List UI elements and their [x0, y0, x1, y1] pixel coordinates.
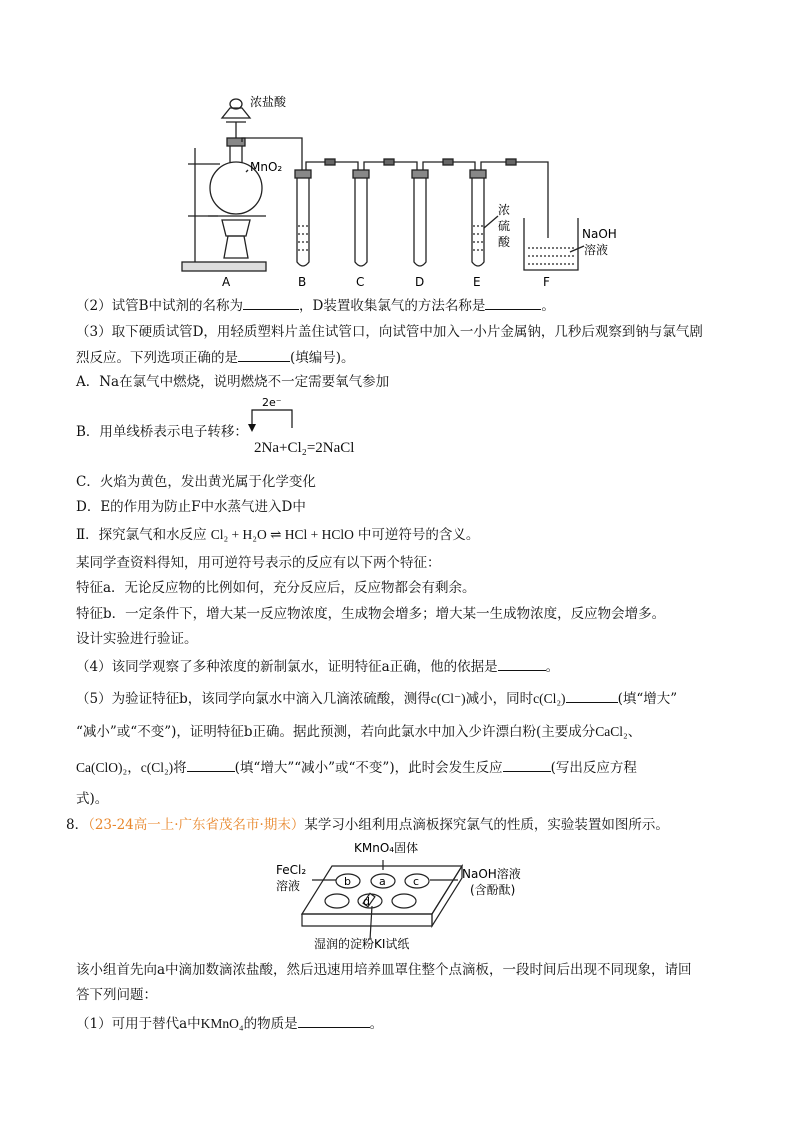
apparatus-figure: [170, 88, 640, 290]
fecl2-solution-label: 溶液: [276, 879, 301, 893]
conc-hcl-label: 浓盐酸: [250, 95, 287, 109]
q1-blank[interactable]: [298, 1013, 370, 1028]
label-b: B: [298, 275, 307, 289]
label-f: F: [543, 275, 550, 289]
q2-blank-1[interactable]: [243, 295, 299, 310]
paragraph-3a: 该小组首先向a中滴加数滴浓盐酸，然后迅速用培养皿罩住整个点滴板，一段时间后出现不同现象，请回: [76, 962, 692, 978]
spot-plate-figure: [262, 836, 562, 952]
q5-line-1: （5）为验证特征b，该同学向氯水中滴入几滴浓硫酸，测得c(Cl⁻)减小，同时c(Cl₂) (填“增大”: [76, 688, 677, 709]
label-a: A: [222, 275, 231, 289]
ki-paper-label: 湿润的淀粉KI试纸: [314, 937, 410, 951]
well-b: b: [344, 875, 351, 888]
q3-line-1: （3）取下硬质试管D，用轻质塑料片盖住试管口，向试管中加入一小片金属钠，几秒后观察到钠与氯气剧: [76, 324, 703, 340]
phenolphthalein-label: (含酚酞): [470, 883, 516, 897]
q5-blank-1[interactable]: [566, 688, 618, 703]
h2so4-label-1: 浓: [498, 203, 511, 217]
feature-a: 特征a．无论反应物的比例如何，充分反应后，反应物都会有剩余。: [76, 580, 476, 596]
fecl2-label: FeCl₂: [276, 863, 307, 877]
h2so4-label-2: 硫: [498, 219, 511, 233]
source-tag: （23-24高一上·广东省茂名市·期末）: [88, 817, 305, 833]
mno2-label: MnO₂: [250, 160, 283, 174]
q3-blank[interactable]: [238, 347, 290, 362]
naoh-solution-label: NaOH溶液: [462, 867, 521, 881]
electron-label: 2e⁻: [262, 398, 282, 409]
option-d: D．E的作用为防止F中水蒸气进入D中: [76, 499, 306, 515]
q2-line: （2）试管B中试剂的名称为 ，D装置收集氯气的方法名称是 。: [76, 295, 555, 316]
option-c: C．火焰为黄色，发出黄光属于化学变化: [76, 474, 316, 490]
well-a: a: [379, 875, 386, 888]
option-b-label: B．用单线桥表示电子转移：: [76, 424, 248, 440]
q5-line-2: “减小”或“不变”)，证明特征b正确。据此预测，若向此氯水中加入少许漂白粉(主要成分CaCl₂、: [76, 724, 642, 740]
q5-blank-3[interactable]: [503, 757, 551, 772]
paragraph-3b: 答下列问题：: [76, 987, 157, 1003]
label-c: C: [356, 275, 365, 289]
q4-line: （4）该同学观察了多种浓度的新制氯水，证明特征a正确，他的依据是 。: [76, 656, 559, 677]
naoh-solution-label: 溶液: [584, 243, 609, 257]
h2so4-label-3: 酸: [498, 235, 511, 249]
label-d: D: [415, 275, 425, 289]
paragraph-2: 设计实验进行验证。: [76, 631, 198, 647]
kmno4-label: KMnO₄固体: [354, 841, 419, 855]
q3-line-2: 烈反应。下列选项正确的是 (填编号)。: [76, 347, 355, 368]
naoh-label: NaOH: [582, 227, 617, 241]
well-c: c: [413, 875, 420, 888]
option-a: A．Na在氯气中燃烧，说明燃烧不一定需要氧气参加: [76, 374, 390, 390]
q4-blank[interactable]: [498, 656, 546, 671]
part-2-line: Ⅱ．探究氯气和水反应 Cl₂ + H₂O ⇌ HCl + HClO 中可逆符号的含义。: [76, 527, 480, 543]
well-d: d: [363, 895, 370, 908]
q5-line-4: 式)。: [76, 791, 109, 807]
paragraph-1: 某同学查资料得知，用可逆符号表示的反应有以下两个特征：: [76, 555, 441, 571]
electron-bridge: [248, 398, 348, 434]
label-e: E: [473, 275, 481, 289]
q8-header: 8．（23-24高一上·广东省茂名市·期末）某学习小组利用点滴板探究氯气的性质，实验装置如图所示。: [66, 817, 669, 833]
q1-line: （1）可用于替代a中KMnO₄的物质是 。: [76, 1013, 383, 1034]
q2-blank-2[interactable]: [485, 295, 541, 310]
q5-blank-2[interactable]: [187, 757, 235, 772]
option-b-equation: 2Na+Cl₂=2NaCl: [254, 440, 355, 456]
q5-line-3: Ca(ClO)₂，c(Cl₂)将 (填“增大”“减小”或“不变”)，此时会发生反应 (写出反应方程: [76, 757, 637, 778]
feature-b: 特征b．一定条件下，增大某一反应物浓度，生成物会增多；增大某一生成物浓度，反应物会增多。: [76, 606, 666, 622]
